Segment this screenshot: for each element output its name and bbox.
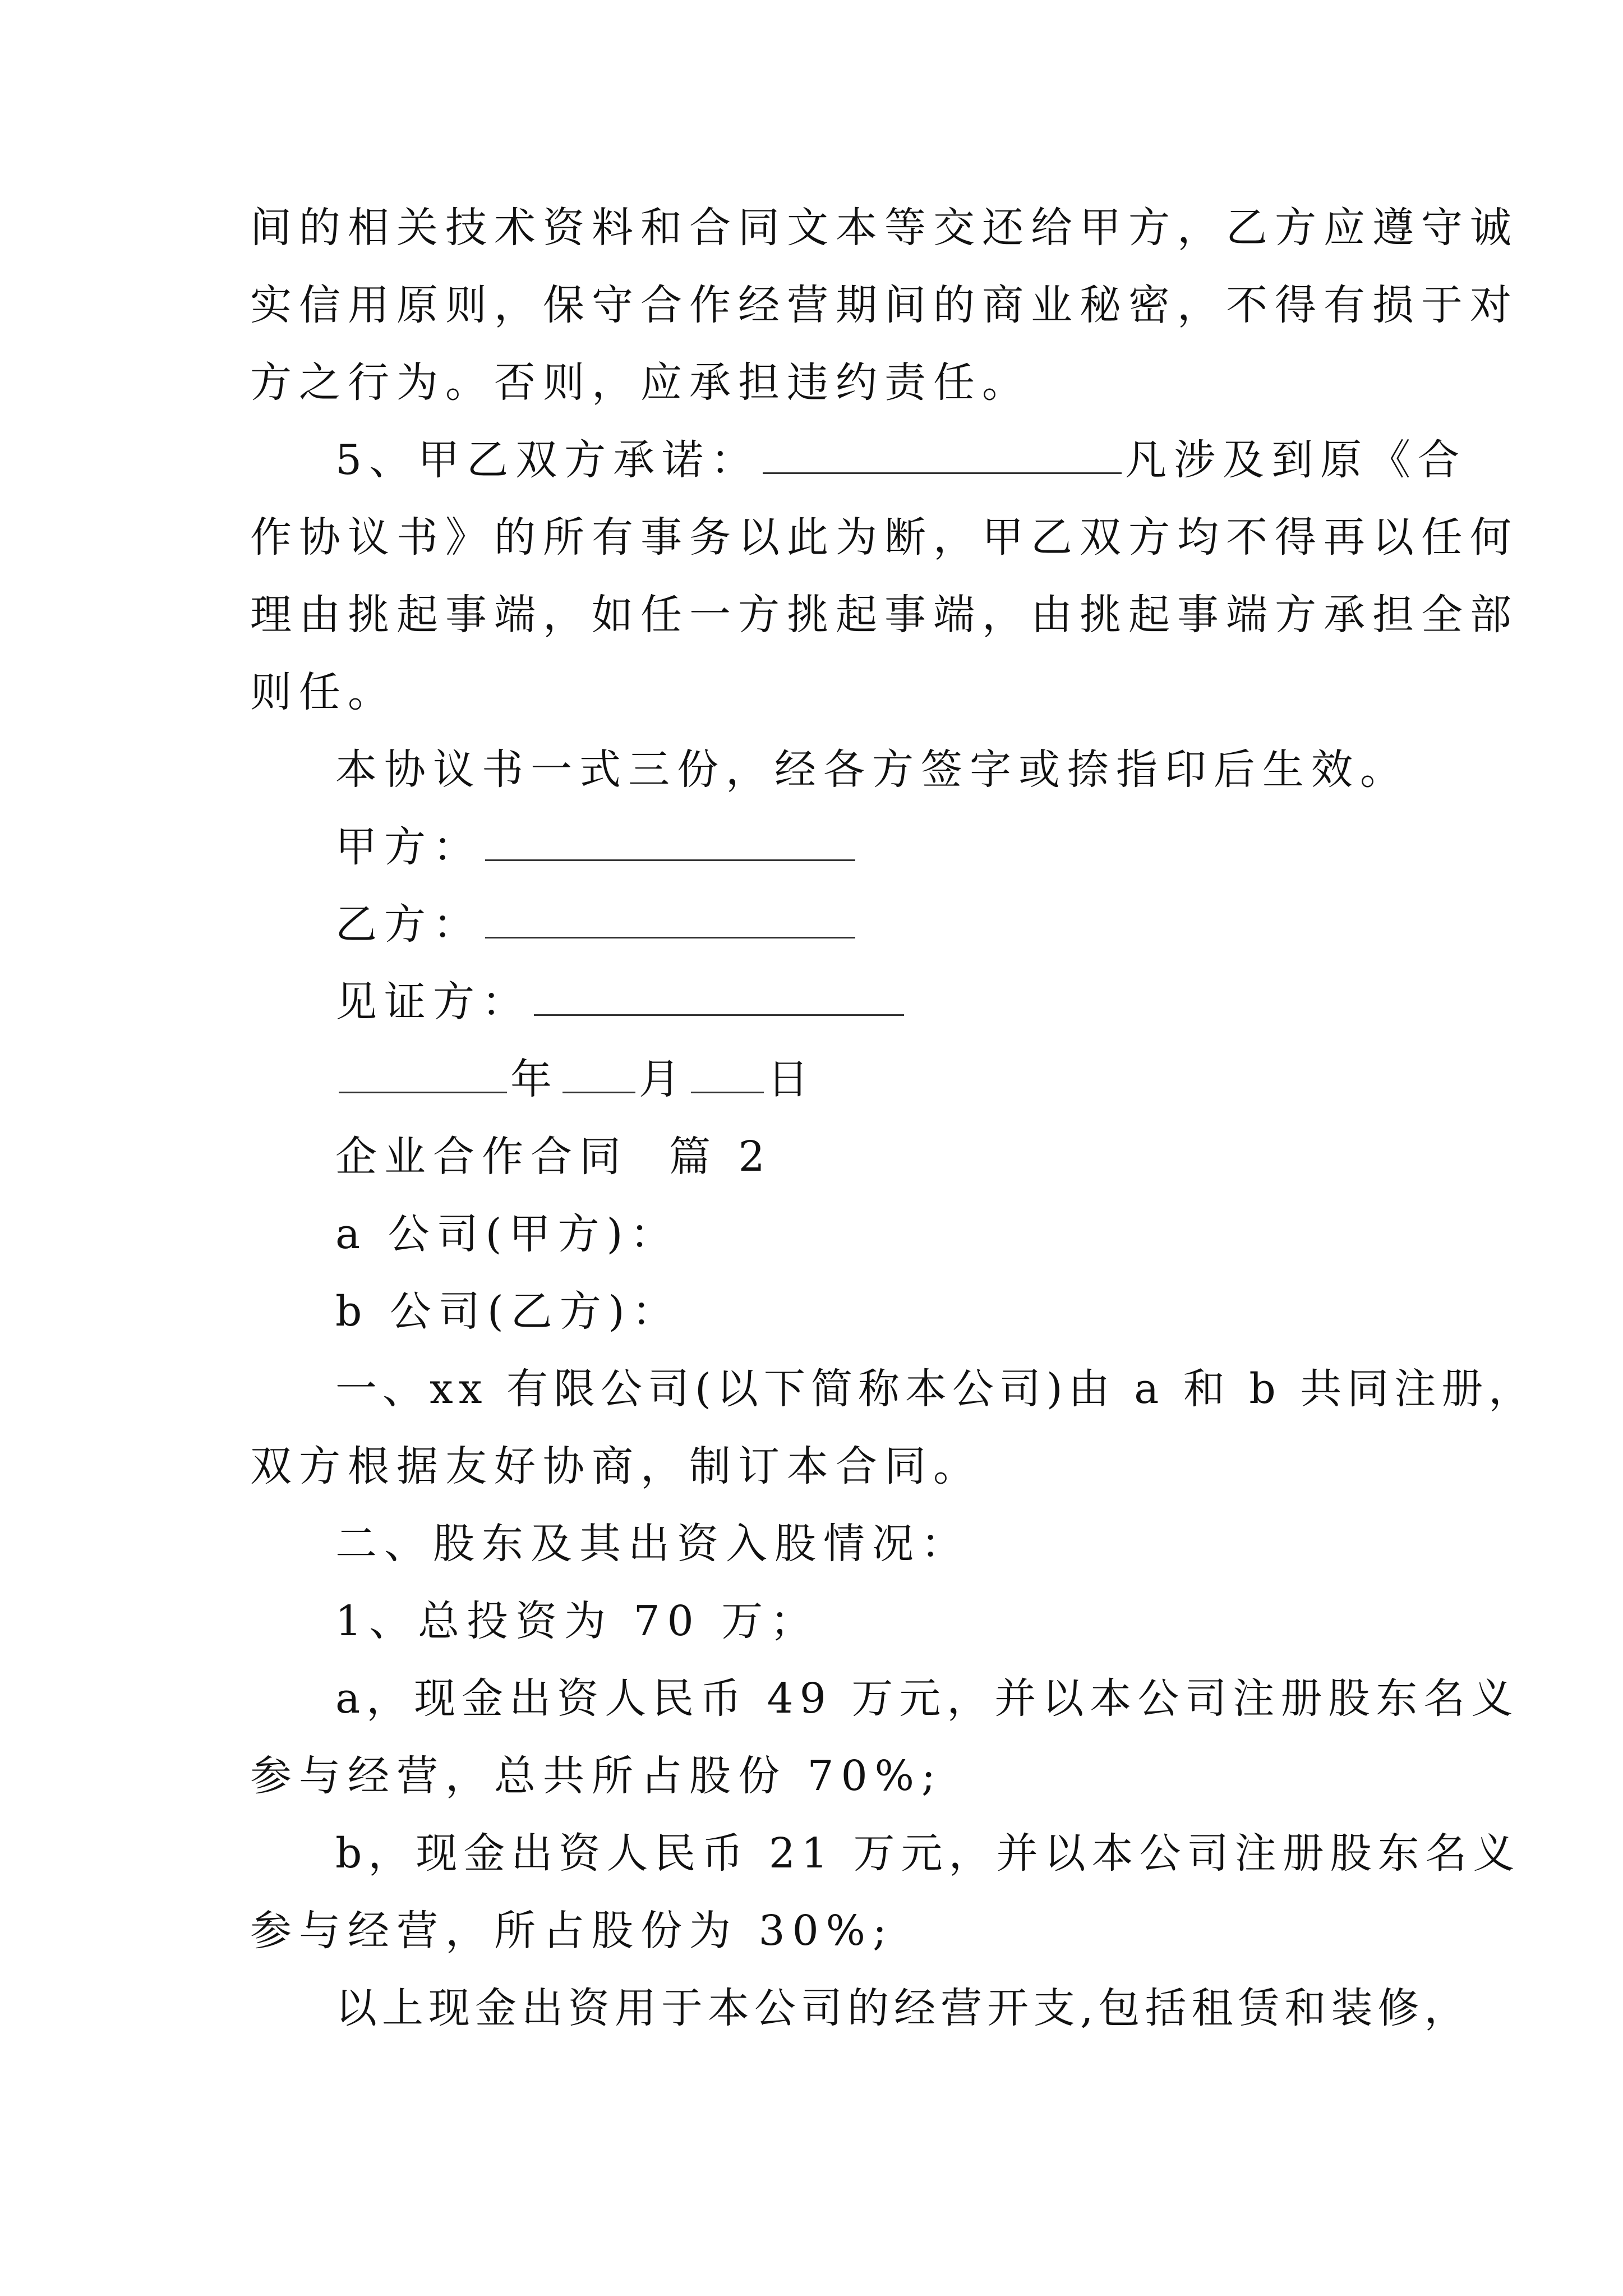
party-b-sign-line [335,896,1389,953]
investor-b-line-1: b，现金出资人民币 21 万元，并以本公司注册股东名义 [335,1829,1521,1878]
clause-5-prefix: 5、甲乙双方承诺： [335,436,760,484]
witness-sign-line [335,974,1389,1030]
year-blank[interactable] [339,1051,507,1093]
clause-5-line [335,432,1467,488]
cash-usage-line: 以上现金出资用于本公司的经营开支,包括租赁和装修， [335,1984,1471,2032]
investor-a-line-2: 参与经营，总共所占股份 70%; [250,1752,943,1800]
investor-a-line-1: a，现金出资人民币 49 万元，并以本公司注册股东名义 [335,1674,1519,1723]
party-a-label: 甲方： [335,823,482,871]
witness-sign-blank[interactable] [534,974,904,1016]
text-line-3: 方之行为。否则，应承担违约责任。 [250,358,1031,407]
article-1-line-2: 双方根据友好协商，制订本合同。 [250,1442,982,1490]
company-b-line: b 公司(乙方)： [335,1287,681,1336]
clause-5-cont-1: 作协议书》的所有事务以此为断，甲乙双方均不得再以任何 [250,513,1519,562]
month-label: 月 [639,1055,688,1103]
article-2-heading: 二、股东及其出资入股情况： [335,1520,970,1568]
text-line-2: 实信用原则，保守合作经营期间的商业秘密，不得有损于对 [250,281,1519,329]
promise-blank[interactable] [763,432,1122,474]
section-2-title: 企业合作合同 篇 2 [335,1133,772,1181]
party-b-sign-blank[interactable] [485,896,855,938]
clause-5-cont-3: 则任。 [250,668,396,716]
year-label: 年 [510,1055,559,1103]
copies-clause: 本协议书一式三份，经各方签字或捺指印后生效。 [335,746,1409,794]
clause-5-cont-2: 理由挑起事端，如任一方挑起事端，由挑起事端方承担全部 [250,591,1519,639]
article-1-line-1: 一、xx 有限公司(以下简称本公司)由 a 和 b 共同注册， [335,1365,1536,1413]
party-b-label: 乙方： [335,900,482,949]
text-line-1: 间的相关技术资料和合同文本等交还给甲方，乙方应遵守诚 [250,204,1519,252]
witness-label: 见证方： [335,978,531,1026]
clause-5-suffix: 凡涉及到原《合 [1125,436,1467,484]
investor-b-line-2: 参与经营，所占股份为 30%; [250,1907,894,1955]
day-blank[interactable] [691,1051,764,1093]
party-a-sign-line [335,819,1389,875]
date-line [335,1051,1389,1107]
company-a-line: a 公司(甲方)： [335,1210,679,1258]
total-investment-line: 1、总投资为 70 万； [335,1597,819,1645]
month-blank[interactable] [562,1051,635,1093]
day-label: 日 [767,1055,816,1103]
party-a-sign-blank[interactable] [485,819,855,861]
